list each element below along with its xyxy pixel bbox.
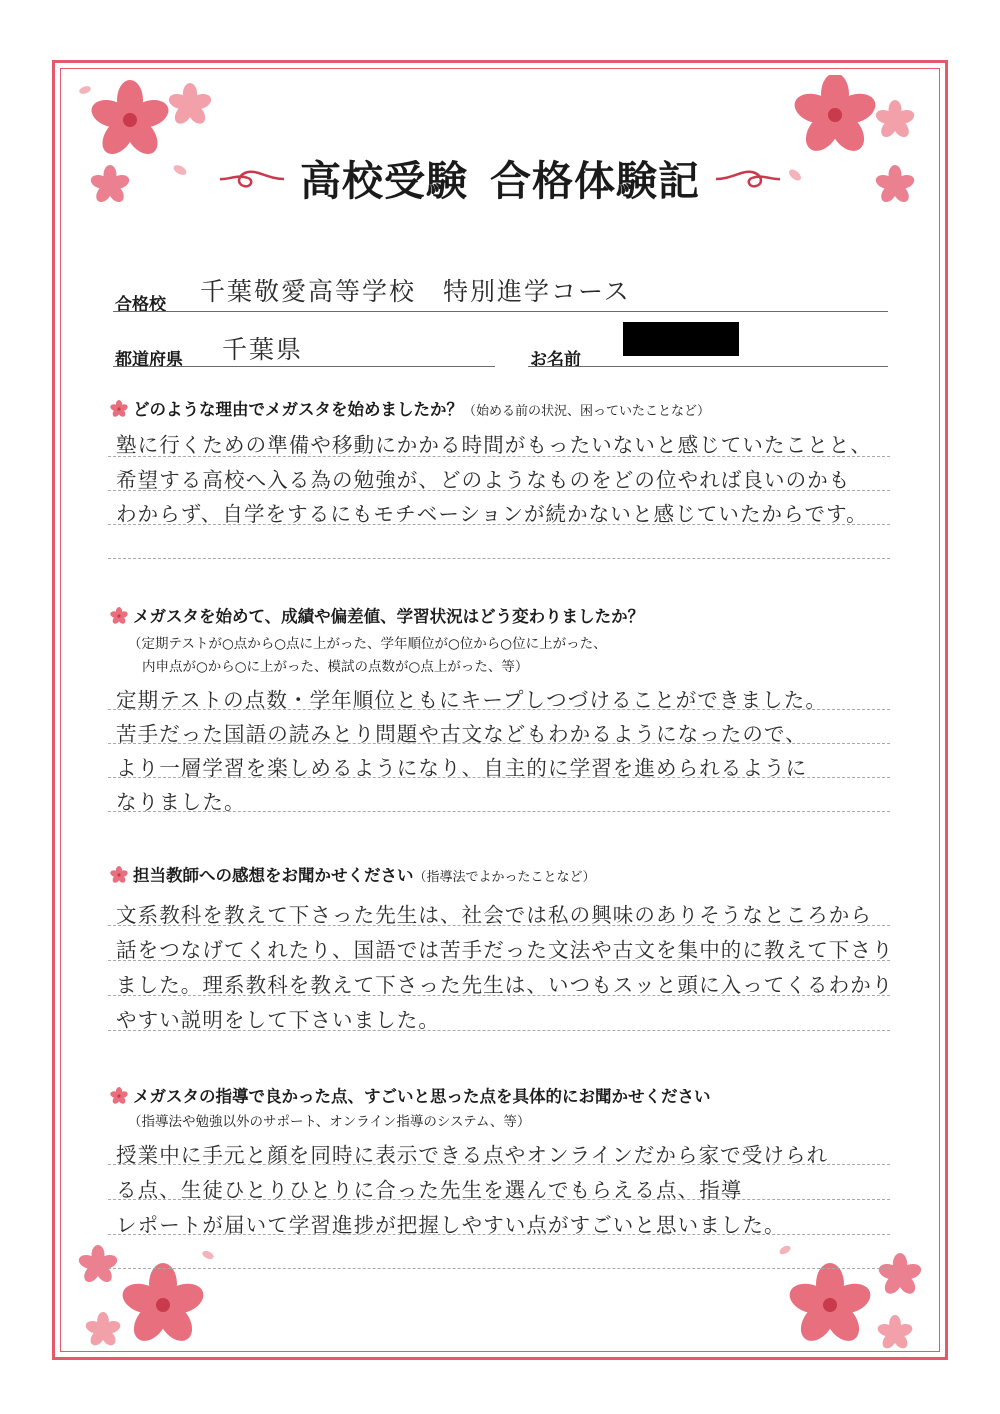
- section-1-question: どのような理由でメガスタを始めましたか？: [133, 400, 463, 419]
- section-1-answer-line: 塾に行くための準備や移動にかかる時間がもったいないと感じていたことと、: [116, 433, 872, 457]
- prefecture-value: 千葉県: [222, 335, 304, 364]
- section-3-heading: [110, 862, 596, 886]
- sakura-cluster-bottom-right-icon: [765, 1225, 930, 1355]
- sakura-cluster-bottom-left-icon: [68, 1225, 228, 1355]
- section-1-heading: [110, 396, 710, 420]
- section-4-heading: [110, 1083, 711, 1107]
- prefecture-underline: [113, 366, 495, 367]
- school-value: 千葉敬愛高等学校 特別進学コース: [200, 277, 631, 306]
- section-3-answer-line: やすい説明をして下さいました。: [116, 1008, 440, 1032]
- ruled-line: [108, 1268, 890, 1269]
- section-2-answer-line: より一層学習を楽しめるようになり、自主的に学習を進められるように: [116, 756, 808, 780]
- sakura-bullet-icon: [110, 400, 128, 418]
- school-label: 合格校: [115, 295, 166, 315]
- section-2-heading: [110, 603, 644, 627]
- section-3-answer-line: 文系教科を教えて下さった先生は、社会では私の興味のありそうなところから: [116, 903, 872, 927]
- sakura-bullet-icon: [110, 1087, 128, 1105]
- section-1-note: （始める前の状況、困っていたことなど）: [463, 404, 711, 419]
- section-4-subnote: （指導法や勉強以外のサポート、オンライン指導のシステム、等）: [128, 1114, 531, 1130]
- title-part-2: 合格体験記: [490, 157, 700, 205]
- section-2-subnote-1: （定期テストが○点から○点に上がった、学年順位が○位から○位に上がった、: [128, 636, 607, 652]
- sakura-bullet-icon: [110, 866, 128, 884]
- section-1-answer-line: わからず、自学をするにもモチベーションが続かないと感じていたからです。: [116, 502, 868, 526]
- section-2-answer-line: 苦手だった国語の読みとり問題や古文などもわかるようになったので、: [116, 722, 807, 746]
- section-2-question: メガスタを始めて、成績や偏差値、学習状況はどう変わりましたか？: [133, 607, 645, 626]
- school-underline: [113, 311, 888, 312]
- section-2-subnote-2: 内申点が○から○に上がった、模試の点数が○点上がった、等）: [142, 659, 529, 675]
- name-underline: [528, 366, 888, 367]
- section-2-answer-line: なりました。: [116, 790, 246, 814]
- section-3-answer-line: 話をつなげてくれたり、国語では苦手だった文法や古文を集中的に教えて下さり: [116, 938, 894, 962]
- section-1-answer-line: 希望する高校へ入る為の勉強が、どのようなものをどの位やれば良いのかも: [116, 468, 851, 492]
- title-part-1: 高校受験: [300, 157, 468, 205]
- name-redaction: [623, 322, 739, 356]
- section-3-question: 担当教師への感想をお聞かせください: [133, 866, 414, 885]
- section-2-answer-line: 定期テストの点数・学年順位ともにキープしつづけることができました。: [116, 688, 827, 712]
- name-label: お名前: [530, 350, 581, 370]
- section-4-answer-line: 授業中に手元と顔を同時に表示できる点やオンラインだから家で受けられ: [116, 1143, 829, 1167]
- section-3-answer-line: ました。理系教科を教えて下さった先生は、いつもスッと頭に入ってくるわかり: [116, 973, 894, 997]
- prefecture-label: 都道府県: [115, 350, 183, 370]
- title-ornament-right-icon: [714, 166, 782, 192]
- section-3-note: （指導法でよかったことなど）: [413, 870, 596, 885]
- page-title: [0, 148, 1000, 207]
- section-4-question: メガスタの指導で良かった点、すごいと思った点を具体的にお聞かせください: [133, 1087, 711, 1106]
- section-4-answer-line: レポートが届いて学習進捗が把握しやすい点がすごいと思いました。: [116, 1213, 786, 1237]
- sakura-bullet-icon: [110, 607, 128, 625]
- section-4-answer-line: る点、生徒ひとりひとりに合った先生を選んでもらえる点、指導: [116, 1178, 743, 1202]
- ruled-line: [108, 558, 890, 559]
